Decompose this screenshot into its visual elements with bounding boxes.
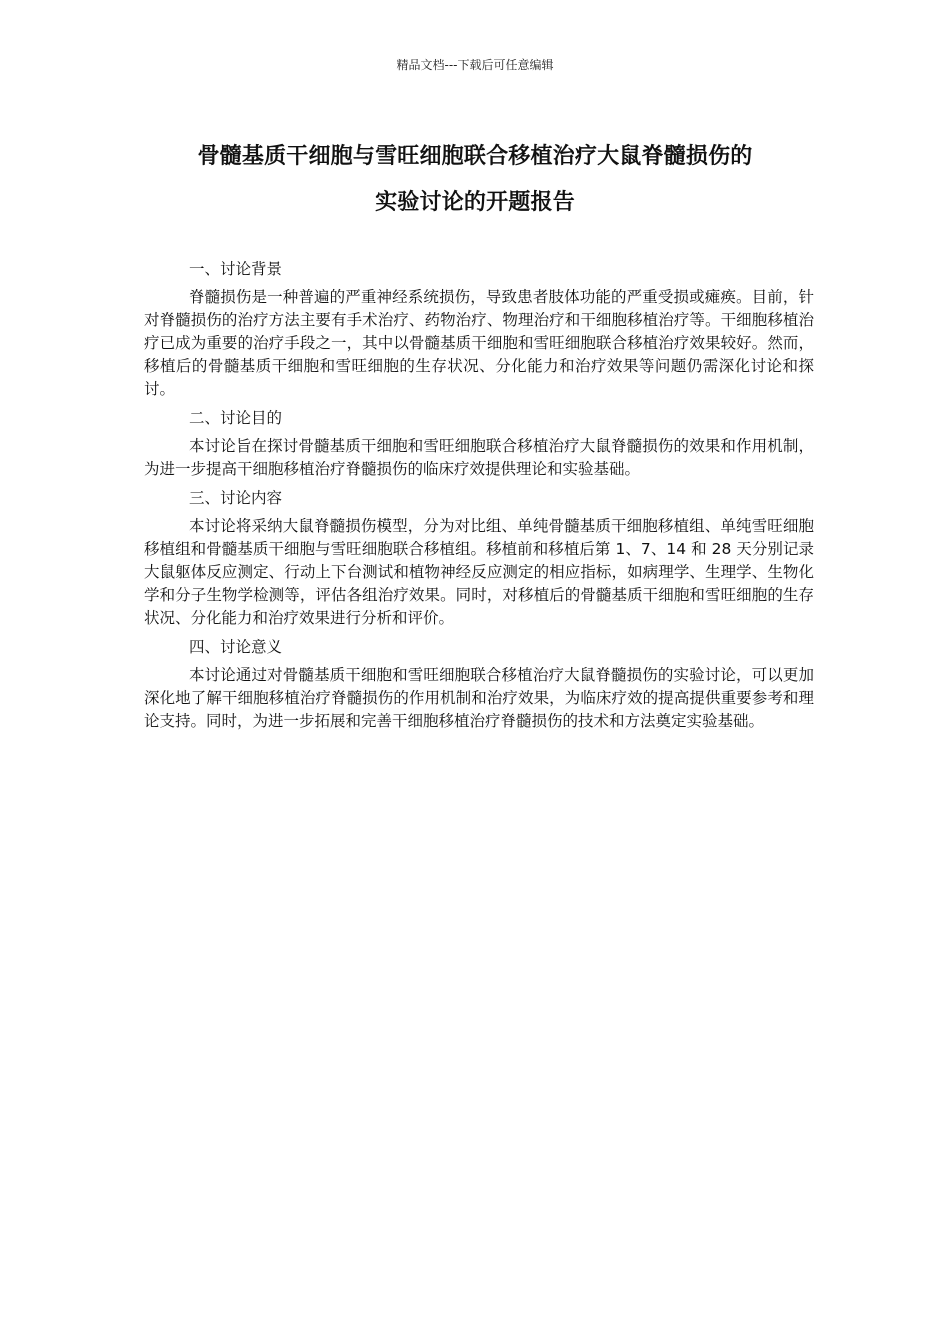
section-content bbox=[144, 487, 814, 630]
section-paragraph: 本讨论通过对骨髓基质干细胞和雪旺细胞联合移植治疗大鼠脊髓损伤的实验讨论，可以更加深化地了解干细胞移植治疗脊髓损伤的作用机制和治疗效果，为临床疗效的提高提供重要参考和理论支持。同时，为进一步拓展和完善干细胞移植治疗脊髓损伤的技术和方法奠定实验基础。 bbox=[144, 666, 814, 730]
section-background bbox=[144, 258, 814, 401]
section-purpose bbox=[144, 407, 814, 481]
title-line-1: 骨髓基质干细胞与雪旺细胞联合移植治疗大鼠脊髓损伤的 bbox=[197, 144, 753, 169]
section-heading: 四、讨论意义 bbox=[189, 638, 283, 656]
section-significance bbox=[144, 636, 814, 733]
section-heading: 二、讨论目的 bbox=[189, 409, 283, 427]
header-note: 精品文档---下载后可任意编辑 bbox=[396, 58, 554, 72]
section-paragraph: 本讨论将采纳大鼠脊髓损伤模型，分为对比组、单纯骨髓基质干细胞移植组、单纯雪旺细胞移植组和骨髓基质干细胞与雪旺细胞联合移植组。移植前和移植后第 1、7、14 和 28 天分别记录大鼠躯体反应测定、行动上下台测试和植物神经反应测定的相应指标，如病理学、生理学、生物化学和分子生物学检测等，评估各组治疗效果。同时，对移植后的骨髓基质干细胞和雪旺细胞的生存状况、分化能力和治疗效果进行分析和评价。 bbox=[144, 517, 814, 627]
section-paragraph: 脊髓损伤是一种普遍的严重神经系统损伤，导致患者肢体功能的严重受损或瘫痪。目前，针对脊髓损伤的治疗方法主要有手术治疗、药物治疗、物理治疗和干细胞移植治疗等。干细胞移植治疗已成为重要的治疗手段之一，其中以骨髓基质干细胞和雪旺细胞联合移植治疗效果较好。然而，移植后的骨髓基质干细胞和雪旺细胞的生存状况、分化能力和治疗效果等问题仍需深化讨论和探讨。 bbox=[144, 288, 814, 398]
title-line-2: 实验讨论的开题报告 bbox=[375, 190, 575, 215]
section-paragraph: 本讨论旨在探讨骨髓基质干细胞和雪旺细胞联合移植治疗大鼠脊髓损伤的效果和作用机制，为进一步提高干细胞移植治疗脊髓损伤的临床疗效提供理论和实验基础。 bbox=[144, 437, 814, 478]
document-body bbox=[144, 258, 814, 739]
document-title bbox=[120, 134, 830, 226]
section-heading: 一、讨论背景 bbox=[189, 260, 283, 278]
section-heading: 三、讨论内容 bbox=[189, 489, 283, 507]
